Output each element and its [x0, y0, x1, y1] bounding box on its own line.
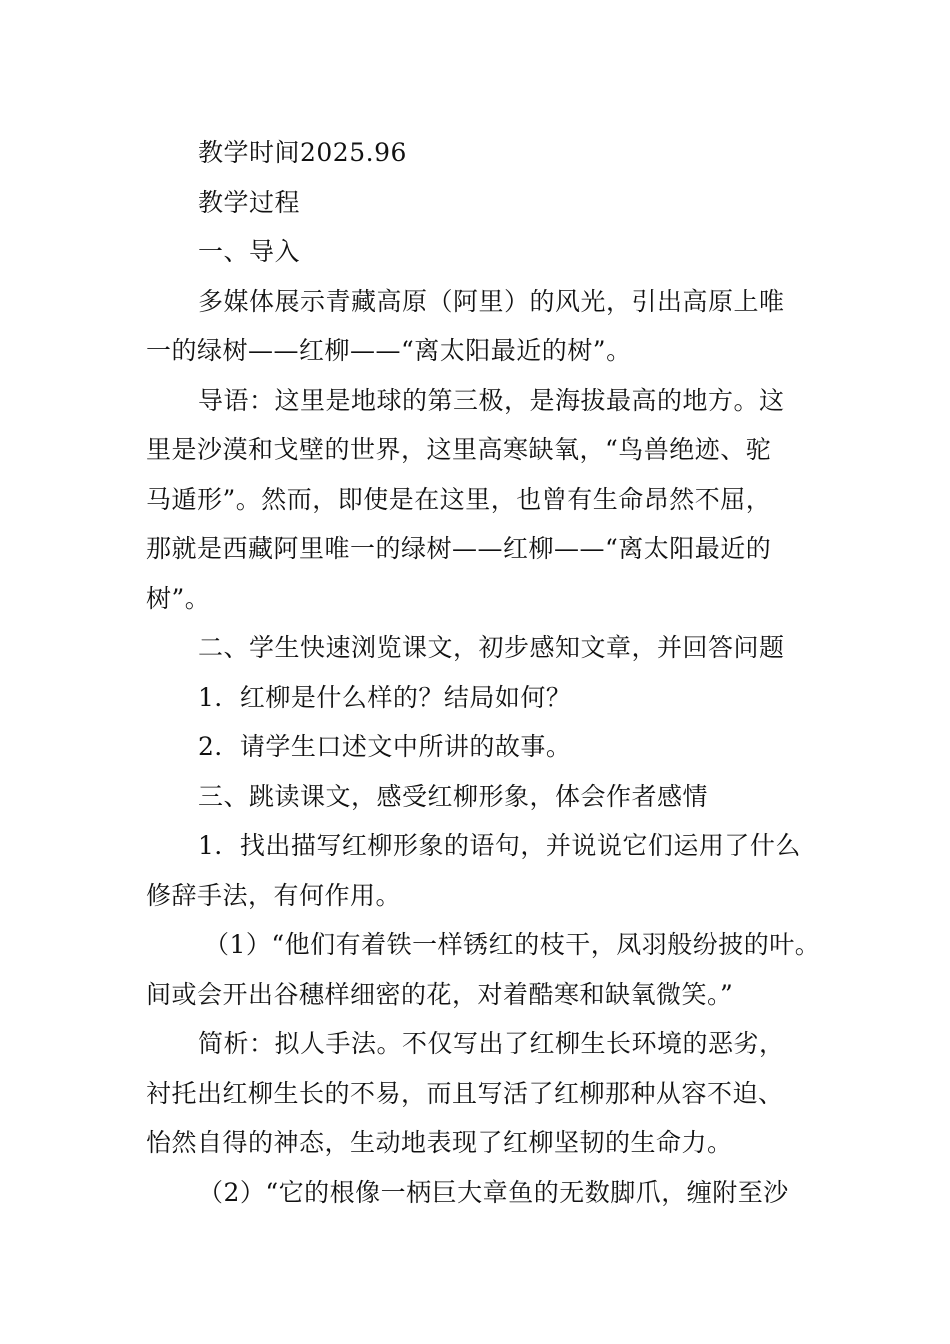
list-item: 1．找出描写红柳形象的语句，并说说它们运用了什么	[198, 831, 801, 860]
paragraph-line: 马遁形”。然而，即使是在这里，也曾有生命昂然不屈，	[146, 484, 772, 514]
analysis-line: 衬托出红柳生长的不易，而且写活了红柳那种从容不迫、	[146, 1078, 784, 1108]
section-2-heading: 二、学生快速浏览课文，初步感知文章，并回答问题	[198, 633, 785, 662]
quote-line: （1）“他们有着铁一样锈红的枝干，凤羽般纷披的叶。	[204, 930, 821, 959]
list-item: 2．请学生口述文中所讲的故事。	[198, 732, 572, 761]
teaching-time-line: 教学时间2025.96	[198, 138, 407, 167]
paragraph-line: 导语：这里是地球的第三极，是海拔最高的地方。这	[198, 385, 785, 415]
quote-line: 间或会开出谷穗样细密的花，对着酷寒和缺氧微笑。”	[146, 979, 734, 1009]
teaching-process-heading: 教学过程	[198, 187, 301, 217]
paragraph-line: 修辞手法，有何作用。	[146, 880, 402, 910]
section-1-heading: 一、导入	[198, 237, 301, 266]
paragraph-line: 多媒体展示青藏高原（阿里）的风光，引出高原上唯	[198, 286, 785, 316]
document-body	[146, 128, 826, 1217]
analysis-line: 简析：拟人手法。不仅写出了红柳生长环境的恶劣，	[198, 1029, 785, 1058]
section-3-heading: 三、跳读课文，感受红柳形象，体会作者感情	[198, 781, 709, 811]
paragraph-line: 那就是西藏阿里唯一的绿树——红柳——“离太阳最近的	[146, 534, 772, 563]
quote-line: （2）“它的根像一柄巨大章鱼的无数脚爪，缠附至沙	[198, 1177, 789, 1207]
paragraph-line: 一的绿树——红柳——“离太阳最近的树”。	[146, 336, 632, 365]
paragraph-line: 树”。	[146, 583, 211, 613]
analysis-line: 怡然自得的神态，生动地表现了红柳坚韧的生命力。	[146, 1128, 733, 1157]
paragraph-line: 里是沙漠和戈壁的世界，这里高寒缺氧，“鸟兽绝迹、驼	[146, 435, 772, 464]
list-item: 1．红柳是什么样的？结局如何？	[198, 682, 572, 712]
